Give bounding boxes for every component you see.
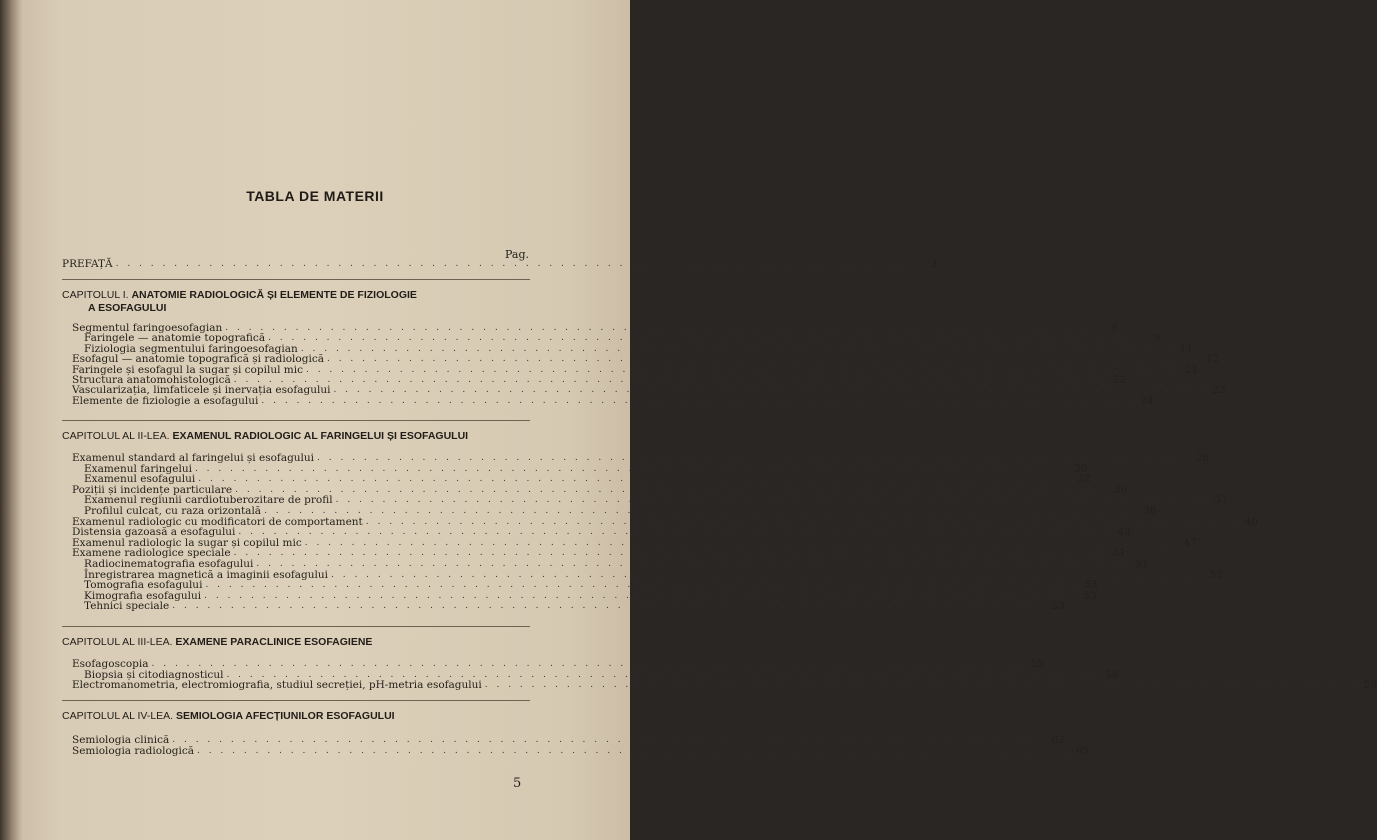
chapter-label: CAPITOLUL AL II-LEA. <box>62 430 170 442</box>
dot-leader: . . . . . . . . . . . . . . . . . . . . . . . . . . . . . . . . . . . . . . . . . . . . . . . . . . . . . . . . . . . . . . . . . . . . . . . . . . . <box>331 569 1205 580</box>
entry-page: 32 <box>1077 473 1091 486</box>
chapter-title: EXAMENUL RADIOLOGIC AL FARINGELUI ȘI ESOFAGULUI <box>172 430 469 442</box>
dot-leader: . . . . . . . . . . . . . . . . . . . . . . . . . . . . . . . . . . . . . . . . . . . . . . . . . . . . . . . . . . . . . . . . . . . . . . . . . . . <box>256 559 1130 569</box>
entry-page: 36 <box>1114 483 1128 496</box>
dot-leader: . . . . . . . . . . . . . . . . . . . . . . . . . . . . . . . . . . . . . . . . . . . . . . . . . . . . . . . . . . . . . . . . . . . . . . . . . . . <box>233 375 1107 385</box>
dot-leader: . . . . . . . . . . . . . . . . . . . . . . . . . . . . . . . . . . . . . . . . . . . . . . . . . . . . . . . . . . . . . . . . . . . . . . . . . . . <box>196 745 1071 756</box>
entry-page: 65 <box>1075 744 1090 757</box>
chapter-heading <box>62 636 372 649</box>
entry-page: 28 <box>1195 452 1210 464</box>
toc-entry <box>84 600 1065 613</box>
entry-text: Vascularizația, limfaticele și inervația esofagului <box>72 384 331 397</box>
entry-text: PREFAȚĂ <box>62 258 113 270</box>
toc-title: TABLA DE MATERII <box>246 188 384 204</box>
entry-page: 37 <box>1214 494 1228 507</box>
entry-page: 51 <box>1112 547 1126 560</box>
entry-page: 59 <box>1363 679 1377 692</box>
entry-page: 58 <box>1105 668 1119 681</box>
entry-page: 51 <box>1135 558 1149 570</box>
dot-leader: . . . . . . . . . . . . . . . . . . . . . . . . . . . . . . . . . . . . . . . . . . . . . . . . . . . . . . . . . . . . . . . . . . . . . . . . . . . <box>235 484 1109 495</box>
entry-text: Structura anatomohistologică <box>72 374 231 386</box>
entry-text: Kimografia esofagului <box>84 589 202 602</box>
dot-leader: . . . . . . . . . . . . . . . . . . . . . . . . . . . . . . . . . . . . . . . . . . . . . . . . . . . . . . . . . . . . . . . . . . . . . . . . . . . <box>305 364 1180 375</box>
chapter-label: CAPITOLUL AL III-LEA. <box>62 636 173 648</box>
entry-text: Esofagoscopia <box>72 658 149 670</box>
dot-leader: . . . . . . . . . . . . . . . . . . . . . . . . . . . . . . . . . . . . . . . . . . . . . . . . . . . . . . . . . . . . . . . . . . . . . . . . . . . <box>172 601 1046 612</box>
dot-leader: . . . . . . . . . . . . . . . . . . . . . . . . . . . . . . . . . . . . . . . . . . . . . . . . . . . . . . . . . . . . . . . . . . . . . . . . . . . <box>300 343 1175 354</box>
entry-page: 62 <box>1051 734 1065 746</box>
dot-leader: . . . . . . . . . . . . . . . . . . . . . . . . . . . . . . . . . . . . . . . . . . . . . . . . . . . . . . . . . . . . . . . . . . . . . . . . . . . <box>198 474 1072 485</box>
entry-text: Fiziologia segmentului faringoesofagian <box>84 342 298 355</box>
entry-page: 53 <box>1083 589 1097 602</box>
entry-page: 38 <box>1142 505 1157 517</box>
toc-entry <box>72 679 1377 692</box>
divider <box>62 700 530 701</box>
chapter-title-cont: A ESOFAGULUI <box>88 302 167 314</box>
entry-text: Examenul faringelui <box>84 462 192 475</box>
dot-leader: . . . . . . . . . . . . . . . . . . . . . . . . . . . . . . . . . . . . . . . . . . . . . . . . . . . . . . . . . . . . . . . . . . . . . . . . . . . <box>205 580 1079 591</box>
entry-page: 52 <box>1209 568 1224 581</box>
chapter-label: CAPITOLUL I. <box>62 289 129 301</box>
dot-leader: . . . . . . . . . . . . . . . . . . . . . . . . . . . . . . . . . . . . . . . . . . . . . . . . . . . . . . . . . . . . . . . . . . . . . . . . . . . <box>233 548 1107 559</box>
chapter-heading <box>62 289 417 315</box>
dot-leader: . . . . . . . . . . . . . . . . . . . . . . . . . . . . . . . . . . . . . . . . . . . . . . . . . . . . . . . . . . . . . . . . . . . . . . . . . . . <box>333 385 1207 396</box>
toc-entry-preface <box>62 258 938 270</box>
entry-text: Esofagul — anatomie topografică și radiologică <box>72 353 324 366</box>
dot-leader: . . . . . . . . . . . . . . . . . . . . . . . . . . . . . . . . . . . . . . . . . . . . . . . . . . . . . . . . . . . . . . . . . . . . . . . . . . . <box>261 395 1135 406</box>
entry-page: 12 <box>1205 353 1220 366</box>
entry-page: 43 <box>1117 526 1131 539</box>
entry-page: 21 <box>1184 363 1199 376</box>
entry-page: 30 <box>1073 462 1088 475</box>
entry-text: Radiocinematografia esofagului <box>84 558 254 570</box>
entry-text: Semiologia radiologică <box>72 744 194 757</box>
dot-leader: . . . . . . . . . . . . . . . . . . . . . . . . . . . . . . . . . . . . . . . . . . . . . . . . . . . . . . . . . . . . . . . . . . . . . <box>115 259 919 269</box>
dot-leader: . . . . . . . . . . . . . . . . . . . . . . . . . . . . . . . . . . . . . . . . . . . . . . . . . . . . . . . . . . . . . . . . . . . . . . . . . . . <box>484 680 1359 691</box>
entry-text: Examenul esofagului <box>84 473 196 486</box>
entry-page: 53 <box>1051 600 1065 613</box>
toc-entry <box>72 744 1090 757</box>
entry-text: Tehnici speciale <box>84 600 170 613</box>
toc-entry <box>72 394 1154 407</box>
entry-page: 11 <box>1179 342 1194 355</box>
entry-text: Electromanometria, electromiografia, studiul secreției, pH-metria esofagului <box>72 679 482 692</box>
dot-leader: . . . . . . . . . . . . . . . . . . . . . . . . . . . . . . . . . . . . . . . . . . . . . . . . . . . . . . . . . . . . . . . . . . . . . . . . . . . <box>317 453 1191 463</box>
dot-leader: . . . . . . . . . . . . . . . . . . . . . . . . . . . . . . . . . . . . . . . . . . . . . . . . . . . . . . . . . . . . . . . . . . . . . . . . . . . <box>226 669 1100 680</box>
dot-leader: . . . . . . . . . . . . . . . . . . . . . . . . . . . . . . . . . . . . . . . . . . . . . . . . . . . . . . . . . . . . . . . . . . . . . . . . . . . <box>326 354 1201 365</box>
entry-text: Elemente de fiziologie a esofagului <box>72 394 259 407</box>
dot-leader: . . . . . . . . . . . . . . . . . . . . . . . . . . . . . . . . . . . . . . . . . . . . . . . . . . . . . . . . . . . . . . . . . . . . . . . . . . . <box>204 590 1078 601</box>
entry-page: 53 <box>1084 579 1098 592</box>
chapter-label: CAPITOLUL AL IV-LEA. <box>62 710 174 722</box>
divider <box>62 626 530 627</box>
chapter-title: ANATOMIE RADIOLOGICĂ ȘI ELEMENTE DE FIZIOLOGIE <box>131 289 417 301</box>
divider <box>62 279 530 280</box>
dot-leader: . . . . . . . . . . . . . . . . . . . . . . . . . . . . . . . . . . . . . . . . . . . . . . . . . . . . . . . . . . . . . . . . . . . . . . . . . . . <box>268 333 1142 344</box>
page-number: 5 <box>513 776 522 791</box>
chapter-heading <box>62 430 468 443</box>
entry-text: Profilul culcat, cu raza orizontală <box>84 505 262 517</box>
entry-page: 22 <box>1112 374 1126 386</box>
dot-leader: . . . . . . . . . . . . . . . . . . . . . . . . . . . . . . . . . . . . . . . . . . . . . . . . . . . . . . . . . . . . . . . . . . . . . . . . . . . <box>225 323 1099 333</box>
entry-text: Tomografia esofagului <box>84 579 203 592</box>
entry-text: Examenul regiunii cardiotuberozitare de profil <box>84 494 333 507</box>
entry-page: 47 <box>1183 536 1197 549</box>
entry-page: 24 <box>1140 394 1154 407</box>
dot-leader: . . . . . . . . . . . . . . . . . . . . . . . . . . . . . . . . . . . . . . . . . . . . . . . . . . . . . . . . . . . . . . . . . . . . . . . . . . . <box>304 537 1178 548</box>
entry-text: Faringele — anatomie topografică <box>84 332 266 345</box>
entry-page: 9 <box>1153 332 1161 345</box>
entry-text: Înregistrarea magnetică a imaginii esofagului <box>84 568 329 581</box>
entry-text: Segmentul faringoesofagian <box>72 322 223 334</box>
entry-text: Semiologia clinică <box>72 734 170 746</box>
dot-leader: . . . . . . . . . . . . . . . . . . . . . . . . . . . . . . . . . . . . . . . . . . . . . . . . . . . . . . . . . . . . . . . . . . . . . . . . . . . <box>335 495 1209 506</box>
entry-text: Distensia gazoasă a esofagului <box>72 526 236 539</box>
entry-page: 55 <box>1030 658 1044 670</box>
entry-page: 9 <box>1110 322 1118 334</box>
entry-page: 3 <box>930 258 938 270</box>
entry-text: Biopsia și citodiagnosticul <box>84 668 224 681</box>
dot-leader: . . . . . . . . . . . . . . . . . . . . . . . . . . . . . . . . . . . . . . . . . . . . . . . . . . . . . . . . . . . . . . . . . . . . . . . . . . . <box>264 506 1138 516</box>
entry-page: 40 <box>1244 515 1259 528</box>
dot-leader: . . . . . . . . . . . . . . . . . . . . . . . . . . . . . . . . . . . . . . . . . . . . . . . . . . . . . . . . . . . . . . . . . . . . . . . . . . . <box>238 527 1112 538</box>
chapter-heading <box>62 710 395 723</box>
dot-leader: . . . . . . . . . . . . . . . . . . . . . . . . . . . . . . . . . . . . . . . . . . . . . . . . . . . . . . . . . . . . . . . . . . . . . . . . . . . <box>365 516 1240 527</box>
entry-text: Poziții și incidențe particulare <box>72 483 233 496</box>
divider <box>62 420 530 421</box>
page-column-label: Pag. <box>505 248 530 261</box>
dot-leader: . . . . . . . . . . . . . . . . . . . . . . . . . . . . . . . . . . . . . . . . . . . . . . . . . . . . . . . . . . . . . . . . . . . . . . . . . . . <box>172 735 1046 745</box>
dot-leader: . . . . . . . . . . . . . . . . . . . . . . . . . . . . . . . . . . . . . . . . . . . . . . . . . . . . . . . . . . . . . . . . . . . . . . . . . . . <box>151 659 1025 669</box>
entry-text: Faringele și esofagul la sugar și copilul mic <box>72 363 303 376</box>
entry-text: Examenul standard al faringelui și esofagului <box>72 452 315 464</box>
entry-text: Examene radiologice speciale <box>72 547 231 560</box>
chapter-title: SEMIOLOGIA AFECȚIUNILOR ESOFAGULUI <box>176 710 395 722</box>
entry-text: Examenul radiologic la sugar și copilul mic <box>72 536 302 549</box>
entry-text: Examenul radiologic cu modificatori de comportament <box>72 515 363 528</box>
dot-leader: . . . . . . . . . . . . . . . . . . . . . . . . . . . . . . . . . . . . . . . . . . . . . . . . . . . . . . . . . . . . . . . . . . . . . . . . . . . <box>194 463 1069 474</box>
chapter-title: EXAMENE PARACLINICE ESOFAGIENE <box>175 636 373 648</box>
page-gutter <box>10 0 20 840</box>
entry-page: 23 <box>1212 384 1226 397</box>
